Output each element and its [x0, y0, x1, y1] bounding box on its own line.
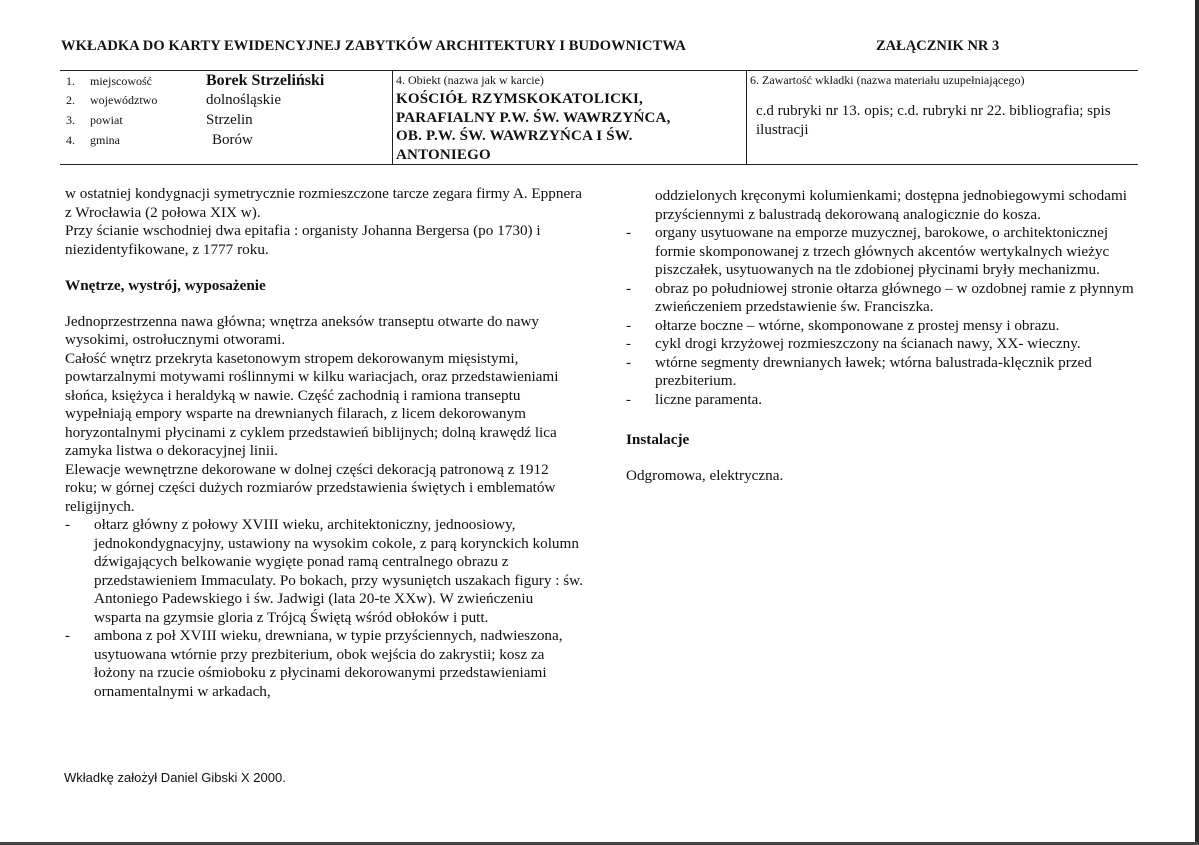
object-name — [396, 90, 744, 164]
annex-number: ZAŁĄCZNIK NR 3 — [876, 38, 1000, 54]
list-dash: - — [626, 335, 632, 352]
list-dash: - — [626, 224, 632, 241]
list-item-text: wtórne segmenty drewnianych ławek; wtórna balustrada-klęcznik przed prezbiterium. — [655, 353, 1092, 389]
intro-paragraph: Przy ścianie wschodniej dwa epitafia : organisty Johanna Bergersa (po 1730) i niezidentyfikowane, z 1777 roku. — [65, 222, 541, 258]
list-item-text: cykl drogi krzyżowej rozmieszczony na ścianach nawy, XX- wieczny. — [655, 335, 1081, 352]
list-item-text: ołtarz główny z połowy XVIII wieku, architektoniczny, jednoosiowy, jednokondygnacyjny, ustawiony na wysokim cokole, z parą korynckich kolumn dźwigających belkowanie wygięte ponad ramą centralnego obrazu z przedstawieniem Immaculaty. Po bokach, przy wysuniętch uszakach figury : św. Antoniego Padewskiego i św. Jadwigi (lata 20-te XXw). W zwieńczeniu wsparta na gzymsie gloria z Trójcą Świętą wśród obłoków i putt. — [94, 516, 583, 626]
location-num: 2. — [66, 93, 75, 107]
list-dash: - — [626, 390, 632, 408]
location-num: 3. — [66, 113, 75, 127]
installations-text: Odgromowa, elektryczna. — [626, 466, 784, 484]
intro-paragraph: w ostatniej kondygnacji symetrycznie rozmieszczone tarcze zegara firmy A. Eppnera z Wrocławia (2 połowa XIX w). — [65, 185, 582, 221]
location-value: Strzelin — [206, 112, 253, 128]
location-row — [60, 112, 390, 132]
list-item-text: ołtarze boczne – wtórne, skomponowane z prostej mensy i obrazu. — [655, 316, 1060, 334]
list-dash: - — [65, 516, 71, 533]
list-item-text: obraz po południowej stronie ołtarza głównego – w ozdobnej ramie z płynnym zwieńczeniem przedstawienie św. Franciszka. — [655, 279, 1134, 315]
list-item — [626, 335, 1142, 354]
scan-edge-right — [1195, 0, 1199, 845]
location-label: miejscowość — [90, 74, 152, 88]
location-label: województwo — [90, 93, 158, 107]
object-name-line: PARAFIALNY P.W. ŚW. WAWRZYŃCA, — [396, 109, 671, 126]
list-item — [626, 280, 1142, 317]
location-row — [60, 132, 390, 152]
location-list — [60, 72, 390, 152]
contents-label: 6. Zawartość wkładki (nazwa materiału uzupełniającego) — [750, 73, 1025, 87]
left-column — [65, 185, 583, 701]
object-name-line: OB. P.W. ŚW. WAWRZYŃCA I ŚW. — [396, 128, 633, 144]
location-value: Borek Strzeliński — [206, 72, 325, 89]
object-name-line: KOŚCIÓŁ RZYMSKOKATOLICKI, — [396, 91, 643, 107]
list-item — [65, 627, 583, 701]
list-item — [626, 354, 1142, 391]
list-item-text: ambona z poł XVIII wieku, drewniana, w typie przyściennych, nadwieszona, usytuowana wtórnie przy prezbiterium, obok wejścia do zakrystii; kosz za łożony na rzucie ośmioboku z płycinami dekorowanymi przedstawieniami ornamentalnymi w arkadach, — [94, 627, 563, 700]
document-title: WKŁADKA DO KARTY EWIDENCYJNEJ ZABYTKÓW ARCHITEKTURY I BUDOWNICTWA — [61, 38, 686, 54]
location-row — [60, 92, 390, 112]
list-item-text: liczne paramenta. — [655, 390, 763, 408]
location-label: powiat — [90, 113, 123, 127]
list-dash: - — [65, 627, 71, 644]
list-item — [65, 516, 583, 627]
table-top-rule — [60, 70, 1138, 71]
list-dash: - — [626, 316, 632, 334]
interior-paragraph: Jednoprzestrzenna nawa główna; wnętrza aneksów transeptu otwarte do nawy wysokimi, ostrołucznymi otworami. — [65, 312, 540, 348]
list-dash: - — [626, 279, 632, 297]
location-value: Borów — [212, 132, 253, 148]
footer-note: Wkładkę założył Daniel Gibski X 2000. — [64, 770, 286, 785]
interior-paragraph: Elewacje wewnętrzne dekorowane w dolnej części dekoracją patronową z 1912 roku; w górnej części dużych rozmiarów przedstawienia świętych i emblematów religijnych. — [65, 460, 556, 515]
contents-value: c.d rubryki nr 13. opis; c.d. rubryki nr 22. bibliografia; spis ilustracji — [756, 103, 1111, 138]
location-label: gmina — [90, 133, 120, 147]
list-item — [626, 224, 1142, 280]
list-item — [626, 317, 1142, 336]
continuation-text: oddzielonych kręconymi kolumienkami; dostępna jednobiegowymi schodami przyściennymi z balustradą dekorowaną analogicznie do kosza. — [655, 187, 1127, 223]
contents-cell — [750, 73, 1138, 140]
interior-paragraph: Całość wnętrz przekryta kasetonowym stropem dekorowanym mięsistymi, powtarzalnymi motywami roślinnymi w kilku wariacjach, oraz przedstawieniami słońca, księżyca i heraldyką w nawie. Część zachodnią i ramiona transeptu wypełniają empory wsparte na drewnianych filarach, z licem dekorowanym horyzontalnymi płycinami z cyklem przedstawień biblijnych; dolną krawędź lica zamyka listwa o dekoracyjnej linii. — [65, 349, 559, 459]
section-heading-installations: Instalacje — [626, 431, 690, 448]
location-row — [60, 72, 390, 92]
object-name-line: ANTONIEGO — [396, 146, 491, 163]
table-divider-2 — [746, 70, 747, 165]
table-divider-1 — [392, 70, 393, 165]
location-num: 4. — [66, 133, 75, 147]
table-bottom-rule — [60, 164, 1138, 165]
location-num: 1. — [66, 74, 75, 88]
list-item — [626, 391, 1142, 410]
right-column — [626, 187, 1142, 485]
object-cell — [396, 73, 744, 164]
list-dash: - — [626, 353, 632, 371]
location-value: dolnośląskie — [206, 92, 281, 108]
section-heading-interior: Wnętrze, wystrój, wyposażenie — [65, 277, 266, 294]
list-item-text: organy usytuowane na emporze muzycznej, barokowe, o architektonicznej formie skomponowanej z trzech głównych akcentów wertykalnych wieżyc piszczałek, usytuowanych na tle zdobionej płycinami bryły mechanizmu. — [655, 224, 1110, 278]
object-label: 4. Obiekt (nazwa jak w karcie) — [396, 73, 544, 87]
